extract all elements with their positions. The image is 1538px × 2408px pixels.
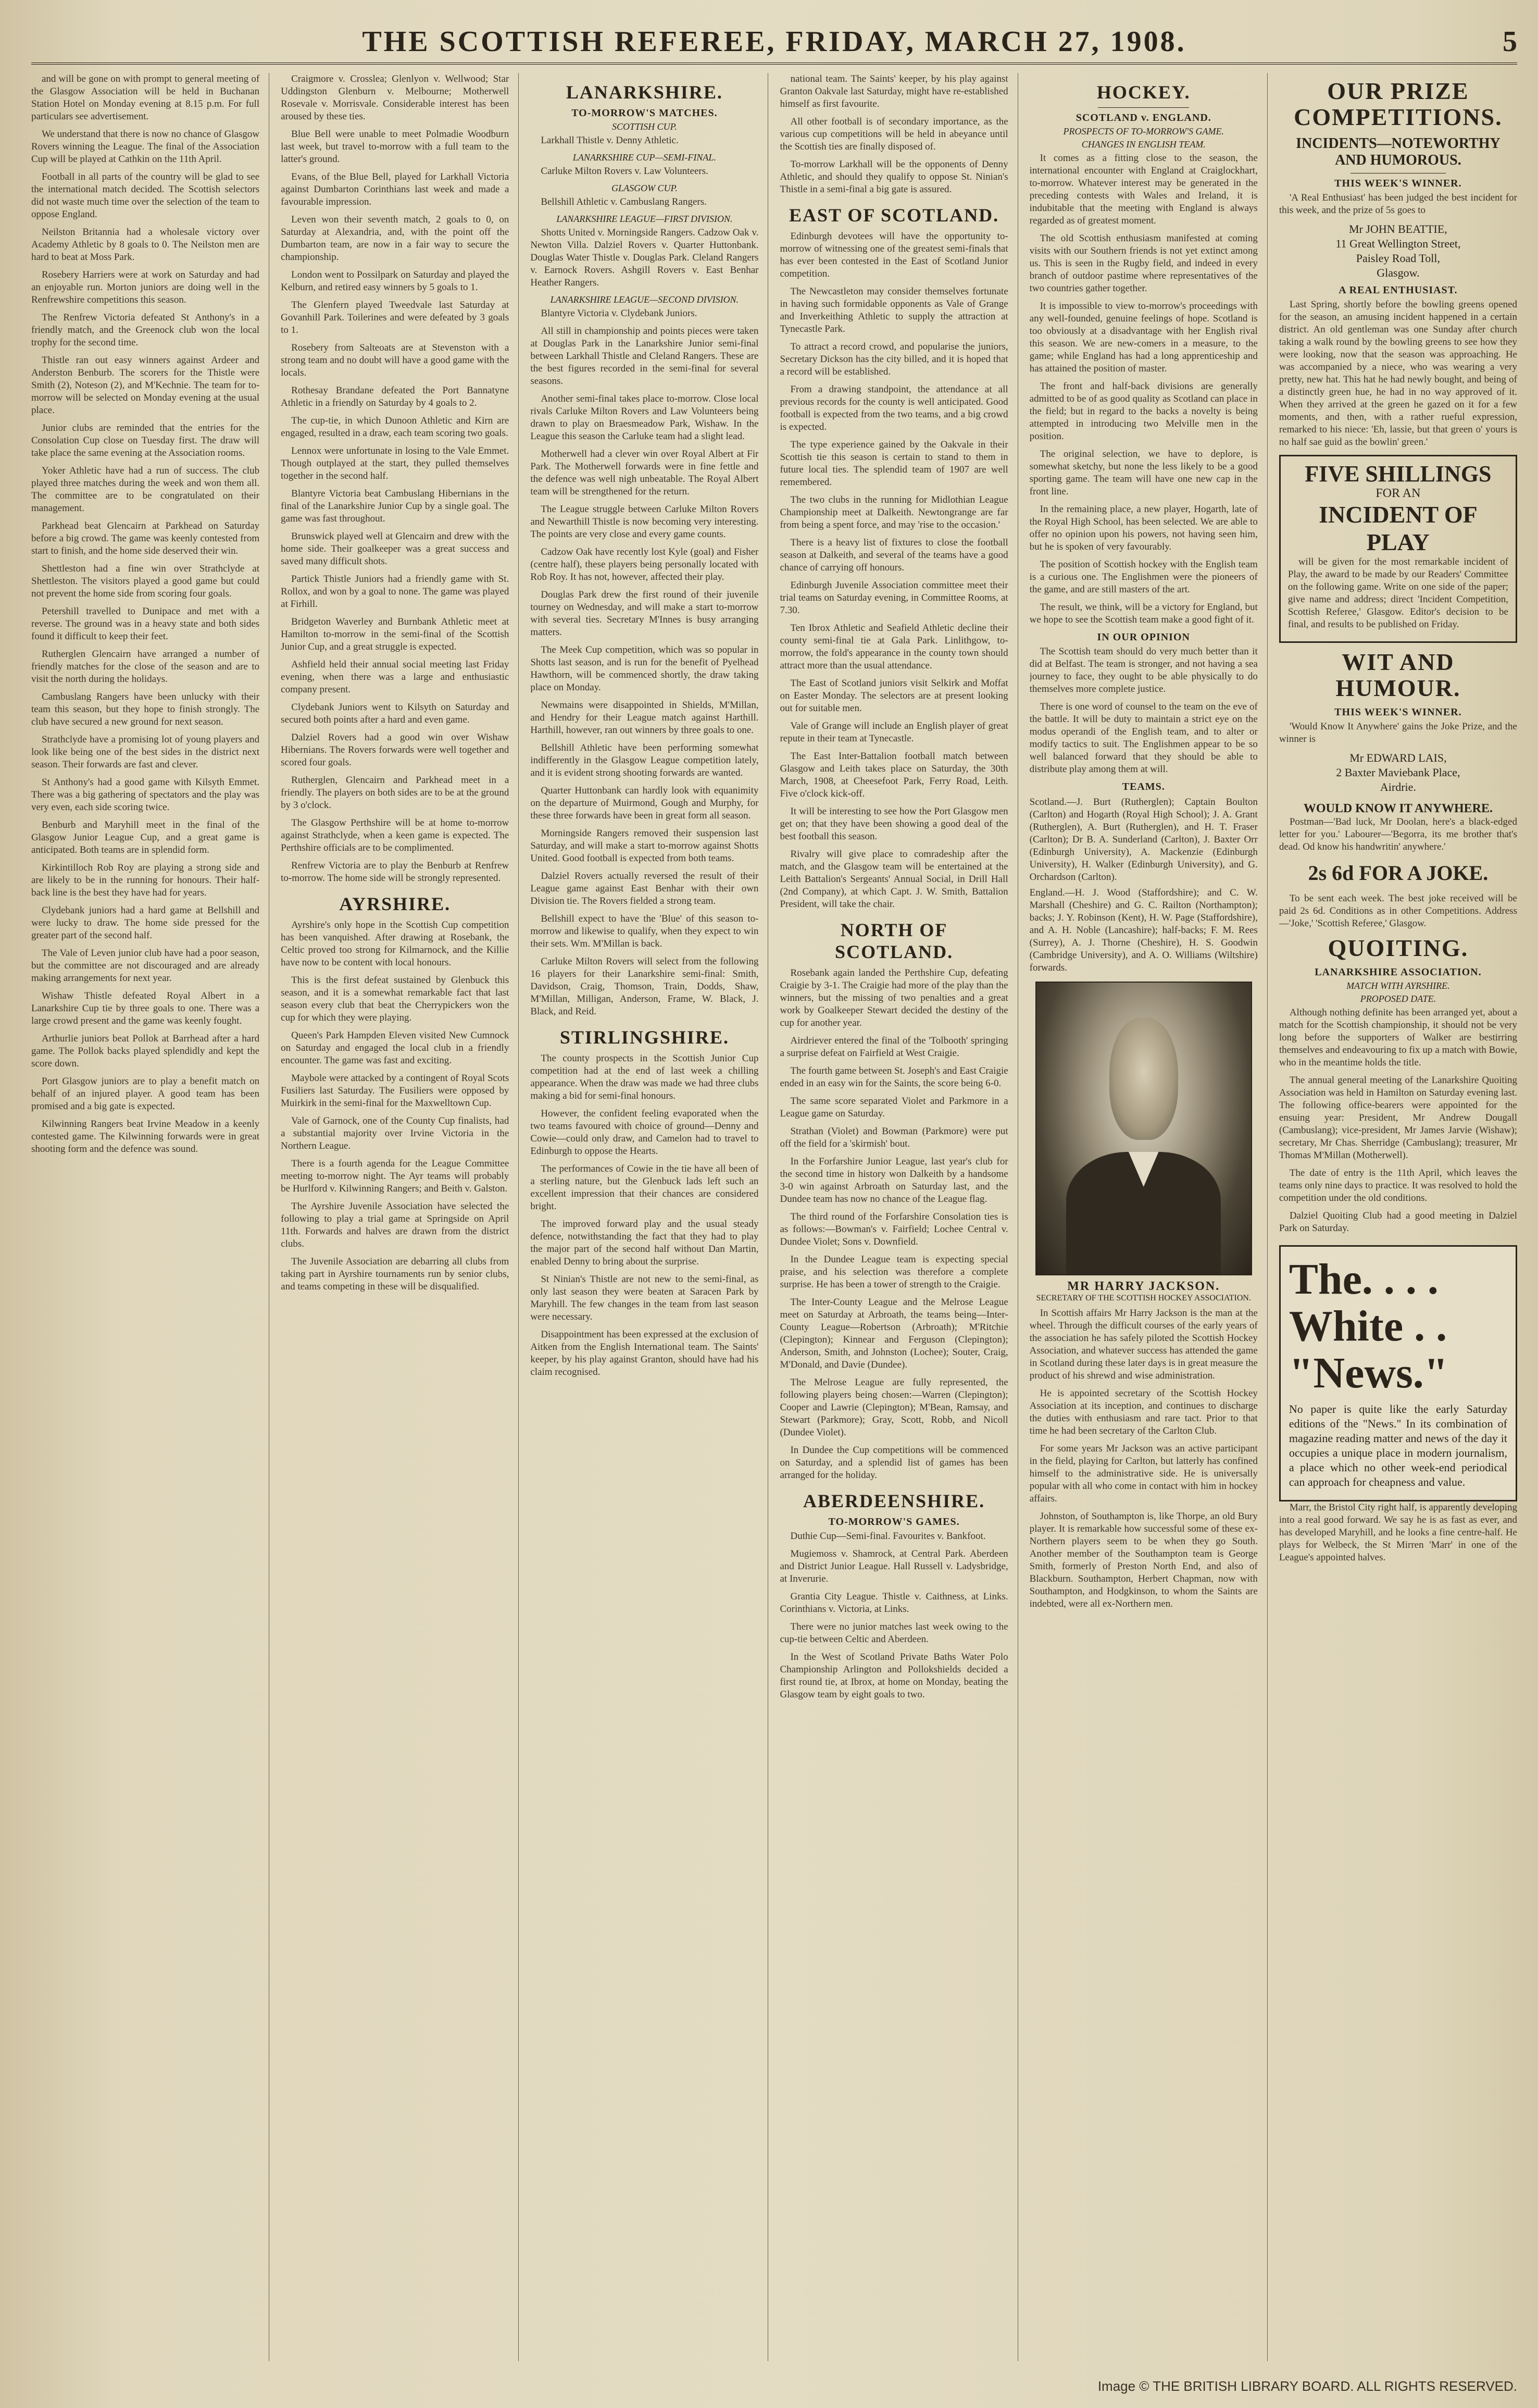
- hockey-paragraphs: [1030, 152, 1258, 626]
- article-paragraph: Queen's Park Hampden Eleven visited New Cumnock on Saturday and engaged the local club in a friendly encounter. The game was fast and exciting.: [281, 1030, 509, 1066]
- lanarkshire-heading: LANARKSHIRE.: [566, 82, 723, 103]
- columns: [31, 73, 1517, 2361]
- aberdeenshire-heading: ABERDEENSHIRE.: [803, 1491, 985, 1511]
- article-paragraph: Kirkintilloch Rob Roy are playing a strong side and are likely to be in the running for honours. Their half-back line is the best they have had for years.: [31, 862, 260, 898]
- article-paragraph: Rivalry will give place to comradeship after the match, and the Glasgow team will be entertained at the Leith Battalion's Sergeants' Annual Social, in Drill Hall (2nd Company), at which Capt. J. W. Smith, Battalion President, will take the chair.: [780, 849, 1008, 910]
- ayrshire-heading: AYRSHIRE.: [339, 893, 451, 914]
- article-paragraph: The Juvenile Association are debarring all clubs from taking part in Ayrshire tournaments run by senior clubs, and teams competing in these will be disqualified.: [281, 1256, 509, 1292]
- article-paragraph: Brunswick played well at Glencairn and drew with the home side. Their goalkeeper was a great success and saved many difficult shots.: [281, 531, 509, 567]
- article-paragraph: However, the confident feeling evaporated when the two teams favoured with choice of ground—Denny and Cowie—could only draw, and Camelon had to travel to Edinburgh to oppose the Hearts.: [530, 1108, 759, 1157]
- wit-address-line: 2 Baxter Maviebank Place,: [1336, 766, 1460, 779]
- article-paragraph: The Glasgow Perthshire will be at home to-morrow against Strathclyde, when a keen game is expected. The Perthshire officials are to be complimented.: [281, 817, 509, 853]
- teams-heading: TEAMS.: [1122, 781, 1165, 792]
- article-paragraph: Kilwinning Rangers beat Irvine Meadow in a keenly contested game. The Kilwinning forwards were in great shooting form and the defence was sound.: [31, 1119, 260, 1155]
- article-paragraph: The fourth game between St. Joseph's and East Craigie ended in an easy win for the Saints, the score being 6-0.: [780, 1065, 1008, 1089]
- article-paragraph: Edinburgh devotees will have the opportunity to-morrow of witnessing one of the greatest semi-finals that has ever been contested in the East of Scotland Junior competition.: [780, 231, 1008, 279]
- quoiting-paragraphs: [1279, 1007, 1517, 1235]
- column-2-paragraphs: [281, 73, 509, 885]
- team-scotland: Scotland.—J. Burt (Rutherglen); Captain Boulton (Carlton) and Hogarth (Royal High School); J. A. Grant (Rutherglen), A. Burt (Rutherglen), and H. T. Fraser (Carlton); Dr B. A. Sunderland (Carlton), J. Baxter Orr (Edinburgh University), A. Mackenzie (Edinburgh University), H. Walker (Edinburgh University), and G. Orchardson (Carlton).: [1029, 797, 1258, 883]
- article-paragraph: Rothesay Brandane defeated the Port Bannatyne Athletic in a friendly on Saturday by 4 goals to 2.: [281, 385, 509, 408]
- article-paragraph: The Melrose League are fully represented, the following players being chosen:—Warren (Clepington); Cooper and Lawrie (Clepington); M'Bean, Ramsay, and Stewart (Parkmore); Gray, Scott, Robb, and Nicoll (Dundee Violet).: [780, 1377, 1008, 1438]
- quoiting-title: QUOITING.: [1328, 935, 1469, 961]
- fixture-line: Blantyre Victoria v. Clydebank Juniors.: [541, 308, 697, 319]
- article-paragraph: and will be gone on with prompt to general meeting of the Glasgow Association will be held in Buchanan Station Hotel on Monday evening at 8.15 p.m. For full particulars see advertisement.: [31, 73, 260, 122]
- article-paragraph: Ten Ibrox Athletic and Seafield Athletic decline their county semi-final tie at Gala Park. Linlithgow, to-morrow, the fold's appearance in the county town should attract more than the usual attendance.: [780, 623, 1008, 671]
- winner-address-line: Glasgow.: [1377, 266, 1420, 279]
- stirlingshire-paragraphs: [530, 1052, 758, 1379]
- masthead: [31, 21, 1517, 65]
- wit-winner-heading: THIS WEEK'S WINNER.: [1334, 706, 1462, 718]
- stirlingshire-heading: STIRLINGSHIRE.: [559, 1027, 729, 1048]
- article-paragraph: Edinburgh Juvenile Association committee meet their trial teams on Saturday evening, in Committee Rooms, at 7.30.: [780, 580, 1008, 616]
- article-paragraph: St Anthony's had a good game with Kilsyth Emmet. There was a big gathering of spectators and the play was very even, each side scoring twice.: [31, 777, 260, 813]
- five-shillings-text: will be given for the most remarkable incident of Play, the award to be made by our Readers' Committee on the following game. Write on one side of the paper; give name and address; direct 'Incident Competition, Scottish Referee,' Glasgow. Editor's decision to be final, and results to be published on Friday.: [1287, 556, 1508, 630]
- article-paragraph: national team. The Saints' keeper, by his play against Granton Oakvale last Saturday, might have re-established himself as first favourite.: [780, 73, 1008, 109]
- east-of-scotland-heading: EAST OF SCOTLAND.: [789, 205, 999, 226]
- column-6: [1279, 73, 1517, 2361]
- article-paragraph: In the West of Scotland Private Baths Water Polo Championship Arlington and Pollokshields decided a first round tie, at Ibrox, at home on Monday, beating the Glasgow team by eight goals to two.: [780, 1652, 1008, 1700]
- article-paragraph: Bridgeton Waverley and Burnbank Athletic meet at Hamilton to-morrow in the semi-final of the Scottish Junior Cup, and a great struggle is expected.: [281, 616, 509, 652]
- article-paragraph: The performances of Cowie in the tie have all been of a sterling nature, but the Glenbuck lads left such an excellent impression that their chances are considered bright.: [530, 1163, 759, 1212]
- article-paragraph: Maybole were attacked by a contingent of Royal Scots Fusiliers last Saturday. The Fusiliers were opposed by Muirkirk in the semi-final for the Maxwelltown Cup.: [281, 1073, 509, 1109]
- column-1: [31, 73, 269, 2361]
- newspaper-title: THE SCOTTISH REFEREE, FRIDAY, MARCH 27, 1908.: [362, 26, 1186, 58]
- fixture-line: Carluke Milton Rovers v. Law Volunteers.: [541, 166, 708, 177]
- article-paragraph: Strathan (Violet) and Bowman (Parkmore) were put off the field for a 'skirmish' bout.: [780, 1126, 1008, 1149]
- article-paragraph: The position of Scottish hockey with the English team is a curious one. The Englishmen were the pioneers of the game, and are still masters of the art.: [1029, 559, 1258, 595]
- wit-winner-name: Mr EDWARD LAIS,: [1349, 751, 1447, 764]
- article-paragraph: St Ninian's Thistle are not new to the semi-final, as only last season they were beaten at Saracen Park by Maryhill. The few changes in the team from last season were necessary.: [530, 1274, 759, 1322]
- article-paragraph: The Glenfern played Tweedvale last Saturday at Govanhill Park. Toilerines and were defeated by 3 goals to 1.: [281, 300, 509, 336]
- league-second-division-subheading: LANARKSHIRE LEAGUE—SECOND DIVISION.: [550, 294, 739, 305]
- wit-humour-title: WIT AND HUMOUR.: [1335, 649, 1461, 701]
- article-paragraph: Junior clubs are reminded that the entries for the Consolation Cup close on Tuesday first. The draw will take place the same evening at the Association rooms.: [31, 423, 260, 458]
- fixture-line: Shotts United v. Morningside Rangers. Cadzow Oak v. Newton Villa. Dalziel Rovers v. Quarter Huttonbank. Douglas Water Thistle v. Douglas Park. Cleland Rangers v. Earnock Rovers. Ashgill Rovers v. East Benhar Heather Rangers.: [530, 227, 759, 288]
- article-paragraph: There were no junior matches last week owing to the cup-tie between Celtic and Aberdeen.: [780, 1621, 1008, 1645]
- article-paragraph: The front and half-back divisions are generally admitted to be of as good quality as Scotland can place in the field; but in regard to the backs a novelty is being attempted in introducing two Melville men in the position.: [1029, 381, 1258, 442]
- article-paragraph: Cadzow Oak have recently lost Kyle (goal) and Fisher (centre half), these players being personally located with Rob Roy. It has not, however, affected their play.: [530, 547, 759, 582]
- copyright-notice: Image © THE BRITISH LIBRARY BOARD. ALL RIGHTS RESERVED.: [1097, 2378, 1517, 2394]
- article-paragraph: Partick Thistle Juniors had a friendly game with St. Rollox, and won by a goal to none. The game was played at Firhill.: [281, 574, 509, 610]
- article-paragraph: Douglas Park drew the first round of their juvenile tourney on Wednesday, and will make a start to-morrow with several ties. Secretary M'Innes is busy arranging matters.: [530, 589, 759, 638]
- article-paragraph: Petershill travelled to Dunipace and met with a reverse. The ground was in a heavy state and both sides found it difficult to keep their feet.: [31, 606, 260, 642]
- story-title: A REAL ENTHUSIAST.: [1339, 284, 1458, 296]
- article-paragraph: There is a fourth agenda for the League Committee meeting to-morrow night. The Ayr teams will probably be Hurlford v. Kilwinning Rangers; and Beith v. Galston.: [281, 1158, 509, 1194]
- article-paragraph: Ashfield held their annual social meeting last Friday evening, when there was a large and enthusiastic company present.: [281, 659, 509, 695]
- story-text: Last Spring, shortly before the bowling greens opened for the season, an amusing incident happened in a certain district. An old gentleman was one Sunday after church taking a walk round by the bowling greens to see how they were looking, now that the season was approaching. He was accompanied by a niece, who was wearing a very pretty, new hat. This hat he had newly bought, and being of a distinctly green hue, he had in no way approved of it. When they arrived at the green he gazed on it for a few moments, and then, with a rather rueful expression, remarked to his niece: 'Eh, lassie, but that green o' yours is no half sae guid as the bowlin' green.': [1279, 299, 1517, 448]
- scottish-cup-subheading: SCOTTISH CUP.: [612, 121, 677, 132]
- article-paragraph: The same score separated Violet and Parkmore in a League game on Saturday.: [780, 1096, 1008, 1119]
- article-paragraph: Mugiemoss v. Shamrock, at Central Park. Aberdeen and District Junior League. Hall Russell v. Ladysbridge, at Inverurie.: [780, 1548, 1008, 1584]
- article-paragraph: Wishaw Thistle defeated Royal Albert in a Lanarkshire Cup tie by three goals to one. There was a large crowd present and the game was keenly fought.: [31, 990, 260, 1026]
- article-paragraph: All other football is of secondary importance, as the various cup competitions will be held in abeyance until the Scottish ties are finally disposed of.: [780, 116, 1008, 152]
- prize-competitions-title: OUR PRIZE COMPETITIONS.: [1294, 78, 1503, 130]
- article-paragraph: In the Forfarshire Junior League, last year's club for the second time in history won Dalkeith by a handsome 3-0 win against Arbroath on Saturday last, and the Dundee team has now no chance of the League flag.: [780, 1156, 1008, 1205]
- league-first-division-subheading: LANARKSHIRE LEAGUE—FIRST DIVISION.: [556, 214, 733, 224]
- article-paragraph: The two clubs in the running for Midlothian League Championship meet at Dalkeith. Newtongrange are far from being a spent force, and may 'rise to the occasion.': [780, 494, 1008, 530]
- article-paragraph: The type experience gained by the Oakvale in their Scottish tie this season is certain to stand to them in future local ties. The splendid team of 1907 are well remembered.: [780, 439, 1008, 488]
- article-paragraph: In the remaining place, a new player, Hogarth, late of the Royal High School, has been selected. We are able to offer no opinion upon his powers, not having seen him, but he is spoken of very favourably.: [1029, 504, 1258, 552]
- column-1-paragraphs: [31, 73, 259, 1156]
- team-england: England.—H. J. Wood (Staffordshire); and C. W. Marshall (Cheshire) and G. C. Railton (Northampton); backs; J. Y. Robinson (Kent), H. W. Page (Staffordshire), and A. H. Noble (Lancashire); half-backs; F. M. Rees (Surrey), A. J. Thorne (Cheshire), H. S. Goodwin (Cambridge University), and A. O. Williams (Wiltshire) forwards.: [1029, 887, 1258, 973]
- aberdeenshire-paragraphs: [780, 1530, 1008, 1701]
- article-paragraph: Dalziel Rovers actually reversed the result of their League game against East Benhar with their own Division tie. The Rovers fielded a strong team.: [530, 871, 759, 907]
- article-paragraph: Lennox were unfortunate in losing to the Vale Emmet. Though outplayed at the start, they pulled themselves together in the second half.: [281, 445, 509, 481]
- article-paragraph: For some years Mr Jackson was an active participant in the field, playing for Carlton, but latterly has confined himself to the administrative side. He is universally popular with all who come in contact with him in hockey affairs.: [1029, 1443, 1258, 1504]
- incidents-subtitle: INCIDENTS—NOTEWORTHY AND HUMOROUS.: [1296, 135, 1501, 168]
- portrait-photo: [1035, 982, 1252, 1275]
- incident-of-play-heading: INCIDENT OF PLAY: [1319, 501, 1478, 555]
- lanarkshire-paragraphs: [530, 325, 758, 1018]
- article-paragraph: It will be interesting to see how the Port Glasgow men get on; that they have been showing a good deal of the best football this season.: [780, 806, 1008, 842]
- five-shillings-for: FOR AN: [1376, 487, 1421, 500]
- white-news-text: No paper is quite like the early Saturday editions of the "News." In its combination of magazine reading matter and news of the day it occupies a unique place in modern journalism, a place which no other week-end periodical can approach for cheapness and value.: [1289, 1402, 1507, 1488]
- winner-address-line: 11 Great Wellington Street,: [1335, 237, 1461, 250]
- article-paragraph: In Dundee the Cup competitions will be commenced on Saturday, and a splendid list of games has been arranged for the holiday.: [780, 1445, 1008, 1481]
- winner-intro: 'A Real Enthusiast' has been judged the best incident for this week, and the prize of 5s goes to: [1279, 192, 1517, 216]
- article-paragraph: Neilston Britannia had a wholesale victory over Academy Athletic by 8 goals to 0. The Neilston men are hard to beat at Moss Park.: [31, 227, 260, 263]
- article-paragraph: Thistle ran out easy winners against Ardeer and Anderston Benburb. The scorers for the Thistle were Smith (2), Noteson (2), and M'Kechnie. The team for to-morrow will be selected on Monday evening at the usual place.: [31, 355, 260, 416]
- article-paragraph: Motherwell had a clever win over Royal Albert at Fir Park. The Motherwell forwards were in fine fettle and the defence was well nigh unbeatable. The Royal Albert team will be strengthened for the return.: [530, 449, 759, 497]
- fixture-line: Bellshill Athletic v. Cambuslang Rangers.: [541, 196, 707, 207]
- article-paragraph: Football in all parts of the country will be glad to see the international match decided. The Scottish selectors did not waste much time over the selection of the team to oppose England.: [31, 171, 260, 220]
- column-2: [281, 73, 519, 2361]
- article-paragraph: Johnston, of Southampton is, like Thorpe, an old Bury player. It is remarkable how successful some of these ex-Northern players seem to be when they go South. Another member of the Southampton team is George Smith, formerly of Preston North End, and also of Blackburn. Southampton, Herbert Chapman, now with Southampton, and Hodgkinson, to whom the Saints are indebted, were all ex-Northern men.: [1029, 1511, 1258, 1609]
- article-paragraph: Vale of Grange will include an English player of great repute in their team at Tynecastle.: [780, 721, 1008, 744]
- wit-address-line: Airdrie.: [1380, 780, 1416, 793]
- article-paragraph: This is the first defeat sustained by Glenbuck this season, and it is a somewhat remarkable fact that last season every club that beat the Cherrypickers won the cup for which they were playing.: [281, 975, 509, 1023]
- article-paragraph: The Inter-County League and the Melrose League meet on Saturday at Arbroath, the teams being—Inter-County League—Robertson (Arbroath); M'Ritchie (Clepington); Kinnear and Ferguson (Clepington); Anderson, Smith, and Johnston (Lochee); Souter, Craig, M'Donald, and Davie (Dundee).: [780, 1297, 1008, 1370]
- fixtures-heading: TO-MORROW'S MATCHES.: [571, 107, 718, 119]
- article-paragraph: Blantyre Victoria beat Cambuslang Hibernians in the final of the Lanarkshire Junior Cup by a single goal. The game was fast throughout.: [281, 488, 509, 524]
- article-paragraph: Clydebank Juniors went to Kilsyth on Saturday and secured both points after a hard and even game.: [281, 702, 509, 725]
- article-paragraph: From a drawing standpoint, the attendance at all previous records for the county is well anticipated. Good football is expected from the two teams, and a big crowd is expected.: [780, 384, 1008, 432]
- article-paragraph: The Newcastleton may consider themselves fortunate in having such formidable opponents as Vale of Grange and Inverkeithing Athletic to supply the attraction at Tynecastle Park.: [780, 286, 1008, 334]
- winner-name: Mr JOHN BEATTIE,: [1348, 222, 1447, 235]
- five-shillings-heading: FIVE SHILLINGS: [1305, 461, 1492, 487]
- article-paragraph: The Meek Cup competition, which was so popular in Shotts last season, and is run for the benefit of Pyelhead Hawthorn, will be commenced shortly, the draw taking place on Monday.: [530, 644, 759, 693]
- column-4-top-paragraphs: [780, 73, 1008, 196]
- article-paragraph: Ayrshire's only hope in the Scottish Cup competition has been vanquished. After drawing at Rosebank, the Celtic proved too strong for Kilmarnock, and the Killie have now to be content with local honours.: [281, 920, 509, 968]
- article-paragraph: Dalziel Quoiting Club had a good meeting in Dalziel Park on Saturday.: [1279, 1210, 1517, 1234]
- lanarkshire-cup-subheading: LANARKSHIRE CUP—SEMI-FINAL.: [572, 152, 716, 163]
- hockey-changes-subheading: CHANGES IN ENGLISH TEAM.: [1081, 139, 1206, 150]
- article-paragraph: Shettleston had a fine win over Strathclyde at Shettleston. The visitors played a good game but could not prevent the home side from scoring four goals.: [31, 563, 260, 599]
- article-paragraph: The East of Scotland juniors visit Selkirk and Moffat on Easter Monday. The selectors are at present looking out for suitable men.: [780, 678, 1008, 714]
- article-paragraph: He is appointed secretary of the Scottish Hockey Association at its inception, and continues to discharge the duties with enthusiasm and rare tact. Prior to that time he had been secretary of the Carlton Club.: [1029, 1388, 1258, 1436]
- article-paragraph: The cup-tie, in which Dunoon Athletic and Kirn are engaged, resulted in a draw, each team scoring two goals.: [281, 415, 509, 439]
- joke-prize-text: To be sent each week. The best joke received will be paid 2s 6d. Conditions as in other Competitions. Address—'Joke,' 'Scottish Referee,' Glasgow.: [1279, 893, 1517, 929]
- article-paragraph: Duthie Cup—Semi-final. Favourites v. Bankfoot.: [790, 1531, 986, 1542]
- winner-heading: THIS WEEK'S WINNER.: [1334, 178, 1462, 189]
- article-paragraph: Yoker Athletic have had a run of success. The club played three matches during the week and won them all. The committee are to be congratulated on their management.: [31, 465, 260, 514]
- article-paragraph: Morningside Rangers removed their suspension last Saturday, and will make a start to-morrow against Shotts United. Good football is expected from both teams.: [530, 828, 759, 864]
- article-paragraph: Blue Bell were unable to meet Polmadie Woodburn last week, but travel to-morrow with a full team to the latter's ground.: [281, 129, 509, 165]
- article-paragraph: Rosebank again landed the Perthshire Cup, defeating Craigie by 3-1. The Craigie had more of the play than the winners, but the missing of two penalties and a great work by Goalkeeper Stewart decided the destiny of the cup for another year.: [780, 967, 1008, 1028]
- east-of-scotland-paragraphs: [780, 230, 1008, 911]
- article-paragraph: In the Dundee League team is expecting special praise, and his selection was therefore a complete surprise. He has been a tower of strength to the Craigie.: [780, 1254, 1008, 1290]
- opinion-paragraphs: [1030, 646, 1258, 776]
- article-paragraph: The Vale of Leven junior club have had a poor season, but the committee are not discouraged and are already making arrangements for next year.: [31, 948, 260, 984]
- article-paragraph: To attract a record crowd, and popularise the juniors, Secretary Dickson has the city billed, and it is hoped that a record will be established.: [780, 341, 1008, 377]
- article-paragraph: Port Glasgow juniors are to play a benefit match on behalf of an injured player. A good team has been promised and a big gate is expected.: [31, 1076, 260, 1112]
- article-paragraph: Rosebery from Salteoats are at Stevenston with a strong team and no doubt will have a good game with the locals.: [281, 342, 509, 378]
- hockey-heading: HOCKEY.: [1096, 82, 1191, 103]
- article-paragraph: The county prospects in the Scottish Junior Cup competition had at the end of last week a chilling appearance. When the draw was made we had three clubs making a bid for semi-final honours.: [530, 1053, 759, 1101]
- article-paragraph: Grantia City League. Thistle v. Caithness, at Links. Corinthians v. Victoria, at Links.: [780, 1591, 1008, 1615]
- jackson-paragraphs: [1030, 1307, 1258, 1610]
- opinion-heading: IN OUR OPINION: [1097, 631, 1190, 643]
- article-paragraph: Vale of Garnock, one of the County Cup finalists, had a substantial majority over Irvine Victoria in the Northern League.: [281, 1115, 509, 1151]
- joke-title: WOULD KNOW IT ANYWHERE.: [1303, 802, 1493, 815]
- page-number: 5: [1503, 26, 1517, 58]
- article-paragraph: The third round of the Forfarshire Consolation ties is as follows:—Bowman's v. Fairfield; Lochee Central v. Dundee Violet; Sons v. Downfield.: [780, 1211, 1008, 1247]
- article-paragraph: We understand that there is now no chance of Glasgow Rovers winning the League. The final of the Association Cup will be played at Cathkin on the 11th April.: [31, 129, 260, 165]
- article-paragraph: The annual general meeting of the Lanarkshire Quoiting Association was held in Hamilton on Saturday evening last. The following office-bearers were appointed for the ensuing year: President, Mr Andrew Dougall (Cambuslang); vice-president, Mr James Jarvie (Wishaw); secretary, Mr Chas. Sherridge (Cambuslang); treasurer, Mr Thomas M'Millan (Motherwell).: [1279, 1075, 1517, 1161]
- article-paragraph: The old Scottish enthusiasm manifested at coming visits with our Southern friends is not yet extinct among us. This is seen in the Rugby field, and indeed in every branch of outdoor pastime where representatives of the two countries gather together.: [1029, 233, 1258, 294]
- hockey-prospects-subheading: PROSPECTS OF TO-MORROW'S GAME.: [1063, 126, 1224, 136]
- article-paragraph: In Scottish affairs Mr Harry Jackson is the man at the wheel. Through the difficult courses of the early years of the association he has safely piloted the Scottish Hockey Association, and whatever success has attended the game in Scotland during these later days is in great measure the product of his shrewd and wise administration.: [1029, 1308, 1258, 1381]
- hockey-subheading: SCOTLAND v. ENGLAND.: [1076, 112, 1211, 123]
- article-paragraph: Strathclyde have a promising lot of young players and look like being one of the best sides in the district next season. Their forwards are fast and clever.: [31, 734, 260, 770]
- article-paragraph: The original selection, we have to deplore, is somewhat sketchy, but none the less likely to be a good sporting game. The team will have one new cap in the front line.: [1029, 449, 1258, 497]
- article-paragraph: Arthurlie juniors beat Pollok at Barrhead after a hard game. The Pollok backs played splendidly and kept the score down.: [31, 1033, 260, 1069]
- article-paragraph: Carluke Milton Rovers will select from the following 16 players for their Lanarkshire semi-final: Smith, Davidson, Craig, Thomson, Train, Dodds, Shaw, M'Millan, Milligan, Anderson, Frame, W. Black, J. Black, and Reid.: [530, 956, 759, 1017]
- article-paragraph: The League struggle between Carluke Milton Rovers and Newarthill Thistle is now becoming very interesting. The points are very close and every game counts.: [530, 504, 759, 540]
- ayrshire-paragraphs: [281, 919, 509, 1293]
- portrait-face: [1109, 1017, 1178, 1140]
- quoiting-subheading: MATCH WITH AYRSHIRE.: [1346, 980, 1450, 991]
- article-paragraph: It is impossible to view to-morrow's proceedings with any well-founded, genuine feelings of hope. Scotland is too obviously at a disadvantage with her English rival this season. We are new-comers in a measure, to the game; while England has had a long apprenticeship and has attained the position of master.: [1029, 301, 1258, 374]
- article-paragraph: The Ayrshire Juvenile Association have selected the following to play a trial game at Springside on April 11th. Forwards and halves are drawn from the district clubs.: [281, 1201, 509, 1249]
- article-paragraph: Rosebery Harriers were at work on Saturday and had an enjoyable run. Morton juniors are doing well in the Renfrewshire competitions this season.: [31, 269, 260, 305]
- article-paragraph: The Scottish team should do very much better than it did at Belfast. The team is stronger, and not having a sea journey to face, they ought to be able physically to do themselves more complete justice.: [1029, 646, 1258, 694]
- article-paragraph: To-morrow Larkhall will be the opponents of Denny Athletic, and should they qualify to oppose St. Ninian's Thistle in a semi-final a big gate is assured.: [780, 159, 1008, 195]
- article-paragraph: There is one word of counsel to the team on the eve of the battle. It will be duty to maintain a strict eye on the modus operandi of the English team, and to alter or modify tactics to suit. The Englishmen appear to be so well balanced forward that they should be able to distribute play among them at will.: [1029, 701, 1258, 775]
- article-paragraph: Newmains were disappointed in Shields, M'Millan, and Hendry for their League match against Harthill. Harthill, however, ran out winners by three goals to one.: [530, 700, 759, 736]
- joke-text: Postman—'Bad luck, Mr Doolan, here's a black-edged letter for you.' Labourer—'Begorra, its me brother that's dead. Od know his handwritin' anywhere.': [1279, 816, 1517, 852]
- article-paragraph: Quarter Huttonbank can hardly look with equanimity on the departure of Muirmond, Gough and Murphy, for these three forwards have been in great form all season.: [530, 785, 759, 821]
- article-paragraph: Leven won their seventh match, 2 goals to 0, on Saturday at Alexandria, and, with the point off the Dumbarton team, are now in a fair way to secure the championship.: [281, 214, 509, 263]
- article-paragraph: The East Inter-Battalion football match between Glasgow and Leith takes place on Saturday, the 30th March, 1908, at Cheesefoot Park, Ferry Road, Leith. Five o'clock kick-off.: [780, 751, 1008, 799]
- article-paragraph: Rutherglen Glencairn have arranged a number of friendly matches for the close of the season and are to visit the north during the holidays.: [31, 649, 260, 685]
- column-4: [780, 73, 1018, 2361]
- article-paragraph: Airdriever entered the final of the 'Tolbooth' springing a surprise defeat on Fairfield at West Craigie.: [780, 1035, 1008, 1059]
- article-paragraph: Rutherglen, Glencairn and Parkhead meet in a friendly. The players on both sides are to be at the ground by 3 o'clock.: [281, 775, 509, 811]
- article-paragraph: Renfrew Victoria are to play the Benburb at Renfrew to-morrow. The home side will be strongly represented.: [281, 860, 509, 884]
- aberdeenshire-subheading: TO-MORROW'S GAMES.: [828, 1516, 960, 1528]
- article-paragraph: Disappointment has been expressed at the exclusion of Aitken from the English International team. The Saints' keeper, by his play against Granton, should have had his claim recognised.: [530, 1329, 759, 1377]
- portrait-caption-subtitle: SECRETARY OF THE SCOTTISH HOCKEY ASSOCIATION.: [1036, 1294, 1251, 1302]
- article-paragraph: Another semi-final takes place to-morrow. Close local rivals Carluke Milton Rovers and Law Volunteers being drawn to play on Braesmeadow Park, Wishaw. In the League this season the Carluke team had a slight lead.: [530, 393, 759, 442]
- article-paragraph: The improved forward play and the usual steady defence, notwithstanding the fact that they had to play the major part of the second half without Dan Martin, enabled Denny to bring about the surprise.: [530, 1219, 759, 1267]
- article-paragraph: There is a heavy list of fixtures to close the football season at Dalkeith, and several of the teams have a good chance of carrying off honours.: [780, 537, 1008, 573]
- article-paragraph: It comes as a fitting close to the season, the international encounter with England at Craiglockhart, to-morrow. Whatever interest may be generated in the preceding contests with Wales and Ireland, it is indubitable that the meeting with England is always regarded as of greatest moment.: [1029, 153, 1258, 226]
- divider: [1098, 107, 1189, 108]
- column-3: [530, 73, 768, 2361]
- article-paragraph: All still in championship and points pieces were taken at Douglas Park in the Lanarkshire Junior semi-final between Larkhall Thistle and Cleland Rangers. These are the best figures recorded in the semi-final for several seasons.: [530, 326, 759, 387]
- article-paragraph: Dalziel Rovers had a good win over Wishaw Hibernians. The Rovers forwards were well together and scored four goals.: [281, 732, 509, 768]
- white-news-title: The. . . . White . . "News.": [1289, 1255, 1448, 1397]
- article-paragraph: Cambuslang Rangers have been unlucky with their team this season, but they hope to finish strongly. The club have secured a new ground for next season.: [31, 691, 260, 727]
- article-paragraph: Bellshill expect to have the 'Blue' of this season to-morrow and likewise to qualify, when they expect to win their sets. Wm. M'Millan is back.: [530, 913, 759, 949]
- quoiting-subheading: PROPOSED DATE.: [1360, 994, 1436, 1004]
- north-of-scotland-paragraphs: [780, 967, 1008, 1482]
- article-paragraph: London went to Possilpark on Saturday and played the Kelburn, and retired easy winners by 5 goals to 1.: [281, 269, 509, 293]
- fixture-line: Larkhall Thistle v. Denny Athletic.: [541, 135, 679, 146]
- quoiting-subheading: LANARKSHIRE ASSOCIATION.: [1315, 966, 1482, 978]
- article-paragraph: The date of entry is the 11th April, which leaves the teams only nine days to practice. It was resolved to hold the competition under the old conditions.: [1279, 1168, 1517, 1203]
- article-paragraph: Parkhead beat Glencairn at Parkhead on Saturday before a big crowd. The game was keenly contested from start to finish, and the home side deserved their win.: [31, 520, 260, 556]
- article-paragraph: The result, we think, will be a victory for England, but we hope to see the Scottish team make a good fight of it.: [1029, 602, 1258, 625]
- white-news-advert: [1279, 1245, 1517, 1501]
- glasgow-cup-subheading: GLASGOW CUP.: [611, 183, 678, 193]
- wit-intro: 'Would Know It Anywhere' gains the Joke Prize, and the winner is: [1279, 721, 1517, 744]
- article-paragraph: Evans, of the Blue Bell, played for Larkhall Victoria against Dumbarton Corinthians last week and made a favourable impression.: [281, 171, 509, 207]
- article-paragraph: Bellshill Athletic have been performing somewhat indifferently in the Glasgow League competition lately, and it is evident strong shooting forwards are wanted.: [530, 742, 759, 778]
- north-of-scotland-heading: NORTH OF SCOTLAND.: [835, 920, 954, 962]
- winner-address-line: Paisley Road Toll,: [1356, 252, 1441, 265]
- five-shillings-box: [1279, 455, 1517, 643]
- article-paragraph: Although nothing definite has been arranged yet, about a match for the Scottish championship, it should not be very long before the supporters of Walker are bestirring themselves and endeavouring to fix up a match with Bowie, who in the meantime holds the title.: [1279, 1007, 1517, 1068]
- article-paragraph: The Renfrew Victoria defeated St Anthony's in a friendly match, and the Greenock club won the local trophy for the second time.: [31, 312, 260, 348]
- article-paragraph: Clydebank juniors had a hard game at Bellshill and were lucky to draw. The home side pressed for the greater part of the second half.: [31, 905, 260, 941]
- foot-paragraph: Marr, the Bristol City right half, is apparently developing into a real good forward. We say he is as fast as ever, and has developed Maryhill, and he looks a fine centre-half. He plays for Welbeck, the St Mirren 'Marr' in one of the League's appointed halves.: [1279, 1502, 1517, 1563]
- article-paragraph: Benburb and Maryhill meet in the final of the Glasgow Junior League Cup, and a great game is anticipated. Both teams are in splendid form.: [31, 820, 260, 855]
- article-paragraph: Craigmore v. Crosslea; Glenlyon v. Wellwood; Star Uddingston Glenburn v. Melbourne; Motherwell Rosevale v. Morrisvale. Considerable interest has been aroused by these ties.: [281, 73, 509, 122]
- joke-prize-heading: 2s 6d FOR A JOKE.: [1308, 861, 1489, 885]
- portrait-caption-name: MR HARRY JACKSON.: [1067, 1280, 1220, 1293]
- column-5: [1030, 73, 1268, 2361]
